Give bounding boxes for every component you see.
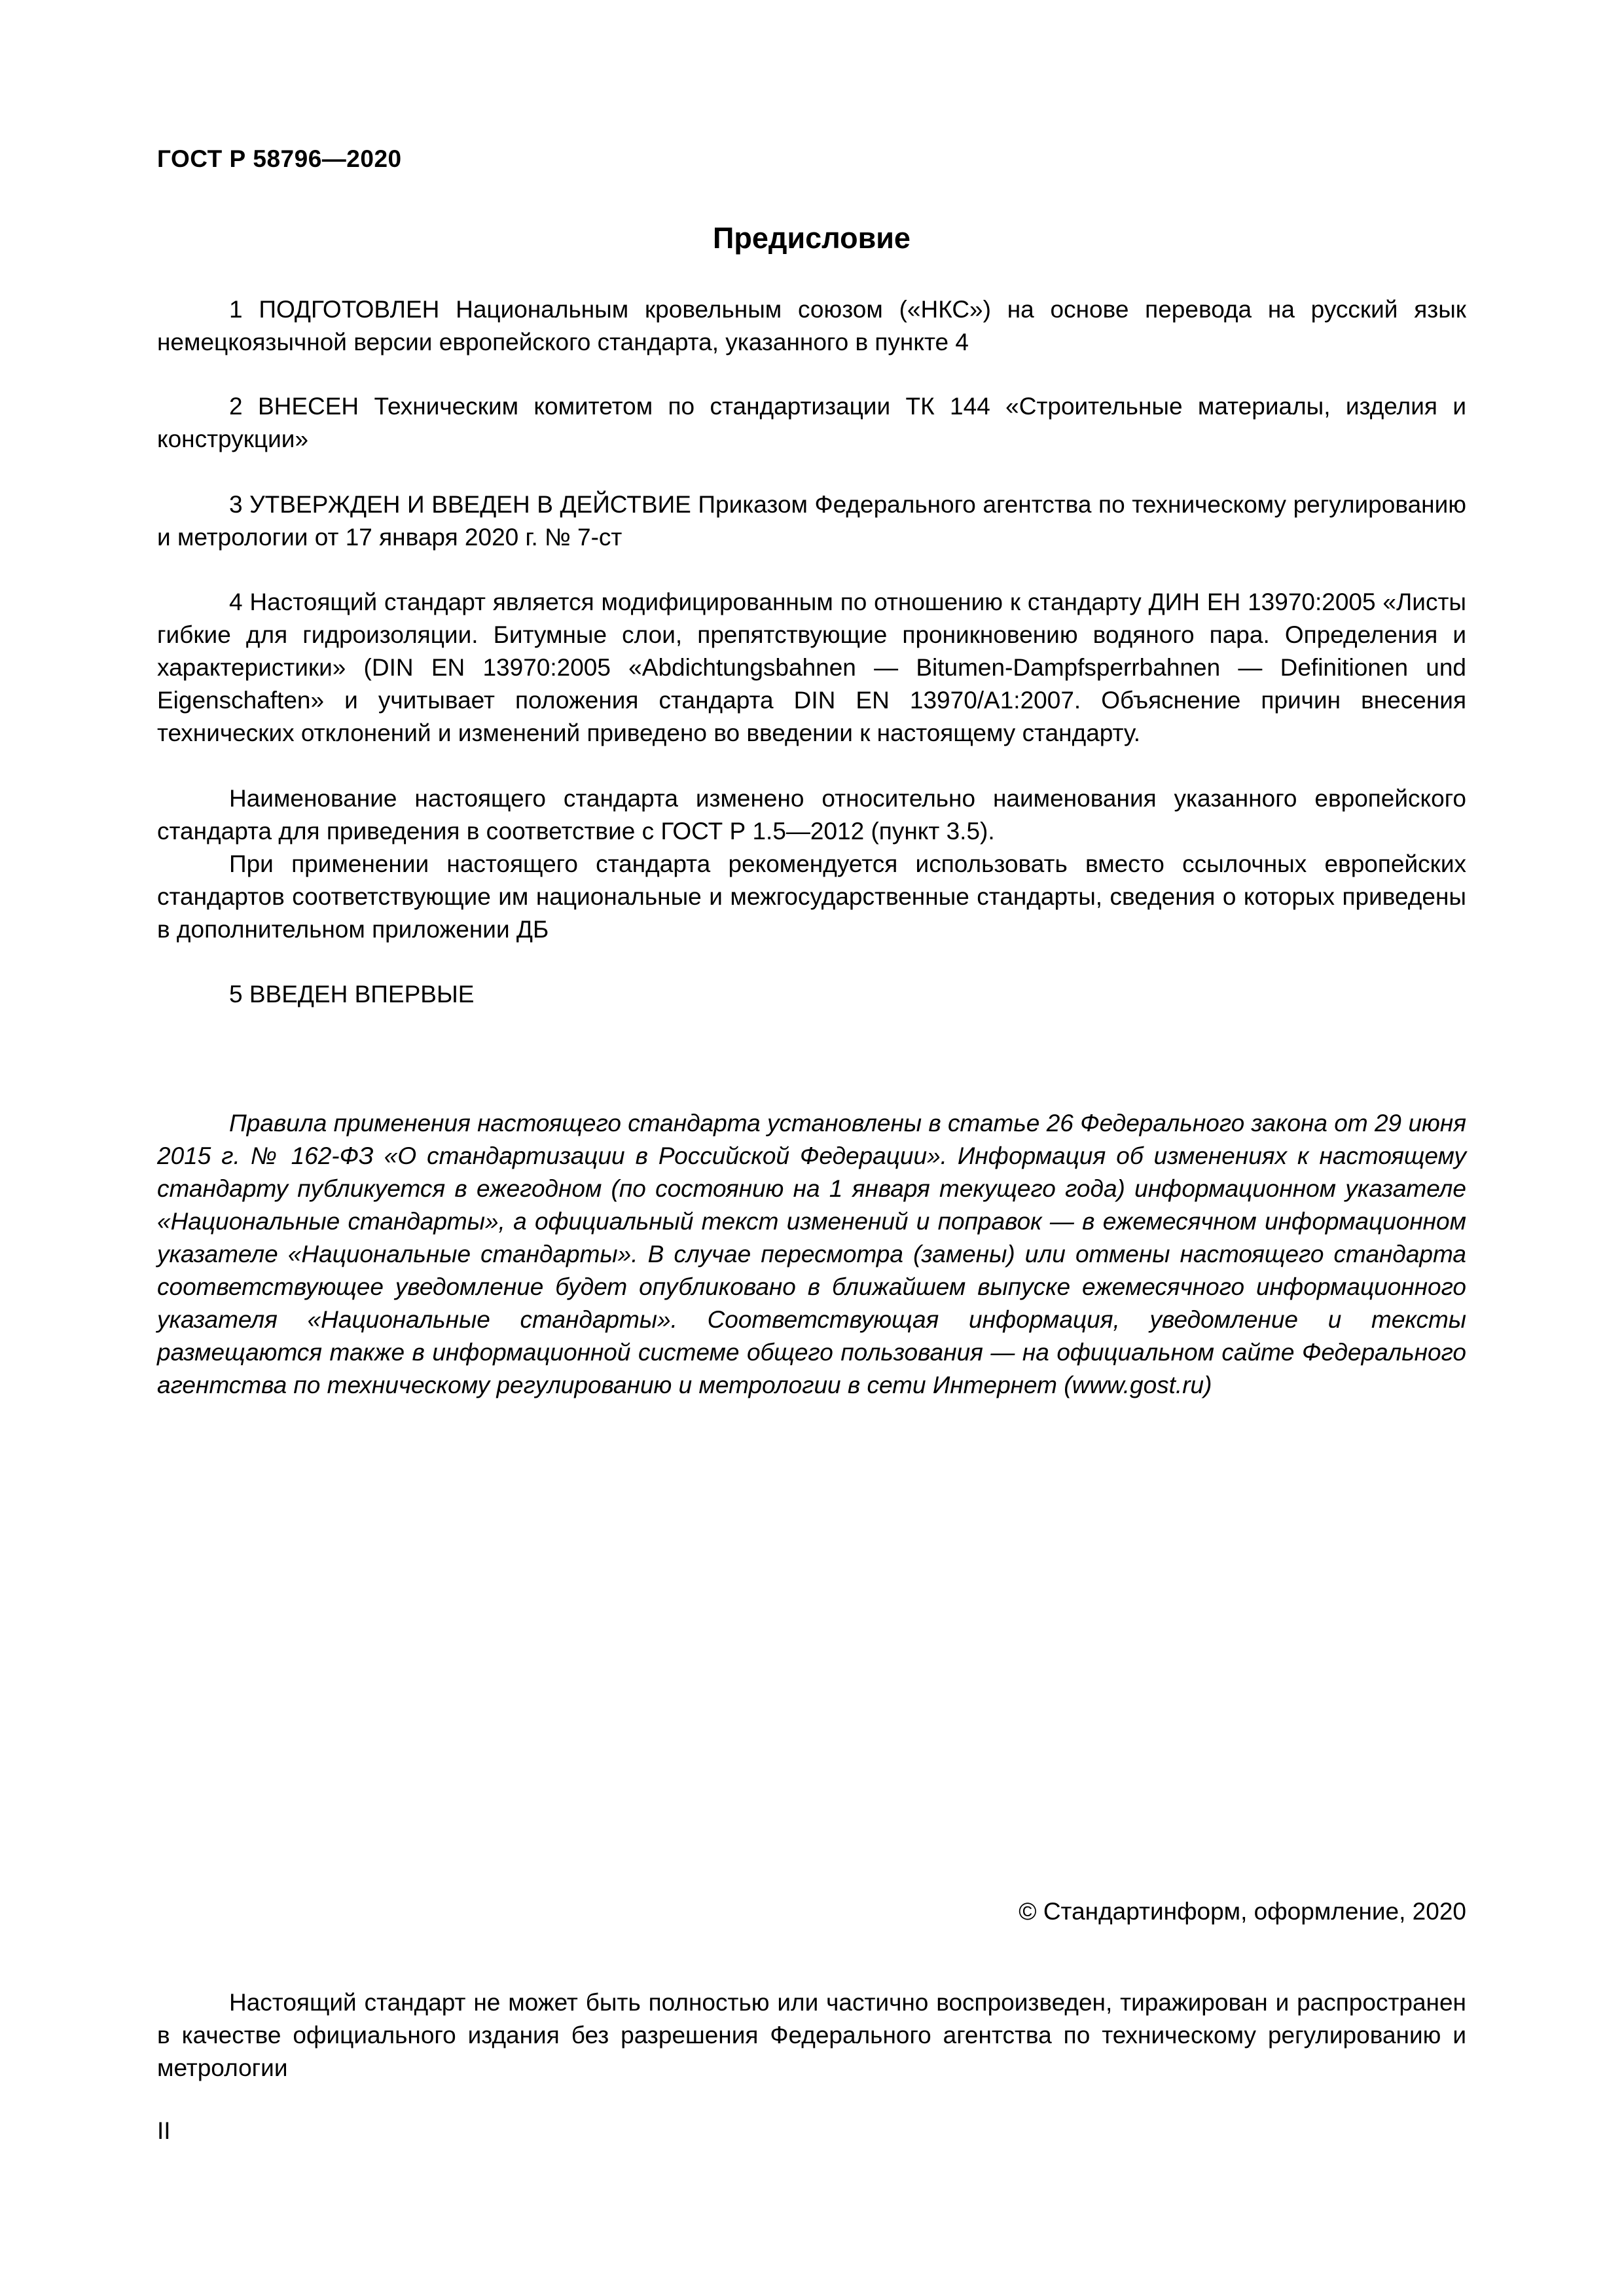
foreword-item-5: 5 ВВЕДЕН ВПЕРВЫЕ	[229, 981, 475, 1008]
foreword-item-4-title-note: Наименование настоящего стандарта изменено относительно наименования указанного европейского стандарта для приведения в соответствие с ГОСТ Р 1.5—2012 (пункт 3.5).	[157, 785, 1466, 845]
foreword-item-4: 4 Настоящий стандарт является модифицированным по отношению к стандарту ДИН ЕН 13970:2005 «Листы гибкие для гидроизоляции. Битумные слои, препятствующие проникновению водяного пара. Определения и характеристики» (DIN EN 13970:2005 «Abdichtungsbahnen — Bitumen-Dampfsperrbahnen — Definitionen und Eigenschaften» и учитывает положения стандарта DIN EN 13970/A1:2007. Объяснение причин внесения технических отклонений и изменений приведено во введении к настоящему стандарту.	[157, 589, 1466, 746]
section-title: Предисловие	[713, 221, 911, 255]
foreword-item-1: 1 ПОДГОТОВЛЕН Национальным кровельным союзом («НКС») на основе перевода на русский язык немецкоязычной версии европейского стандарта, указанного в пункте 4	[157, 296, 1466, 355]
reproduction-notice: Настоящий стандарт не может быть полностью или частично воспроизведен, тиражирован и распространен в качестве официального издания без разрешения Федерального агентства по техническому регулированию и метрологии	[157, 1989, 1466, 2081]
page-number: II	[157, 2117, 171, 2144]
foreword-item-4-references-note: При применении настоящего стандарта рекомендуется использовать вместо ссылочных европейских стандартов соответствующие им национальные и межгосударственные стандарты, сведения о которых приведены в дополнительном приложении ДБ	[157, 850, 1466, 943]
foreword-item-2: 2 ВНЕСЕН Техническим комитетом по стандартизации ТК 144 «Строительные материалы, изделия и конструкции»	[157, 393, 1466, 452]
foreword-item-3: 3 УТВЕРЖДЕН И ВВЕДЕН В ДЕЙСТВИЕ Приказом Федерального агентства по техническому регулированию и метрологии от 17 января 2020 г. № 7-ст	[157, 491, 1466, 551]
standard-code: ГОСТ Р 58796—2020	[157, 145, 402, 172]
application-rules-notice: Правила применения настоящего стандарта установлены в статье 26 Федерального закона от 29 июня 2015 г. № 162-ФЗ «О стандартизации в Российской Федерации». Информация об изменениях к настоящему стандарту публикуется в ежегодном (по состоянию на 1 января текущего года) информационном указателе «Национальные стандарты», а официальный текст изменений и поправок — в ежемесячном информационном указателе «Национальные стандарты». В случае пересмотра (замены) или отмены настоящего стандарта соответствующее уведомление будет опубликовано в ближайшем выпуске ежемесячного информационного указателя «Национальные стандарты». Соответствующая информация, уведомление и тексты размещаются также в информационной системе общего пользования — на официальном сайте Федерального агентства по техническому регулированию и метрологии в сети Интернет (www.gost.ru)	[157, 1110, 1466, 1398]
copyright-line: © Стандартинформ, оформление, 2020	[1019, 1898, 1466, 1925]
